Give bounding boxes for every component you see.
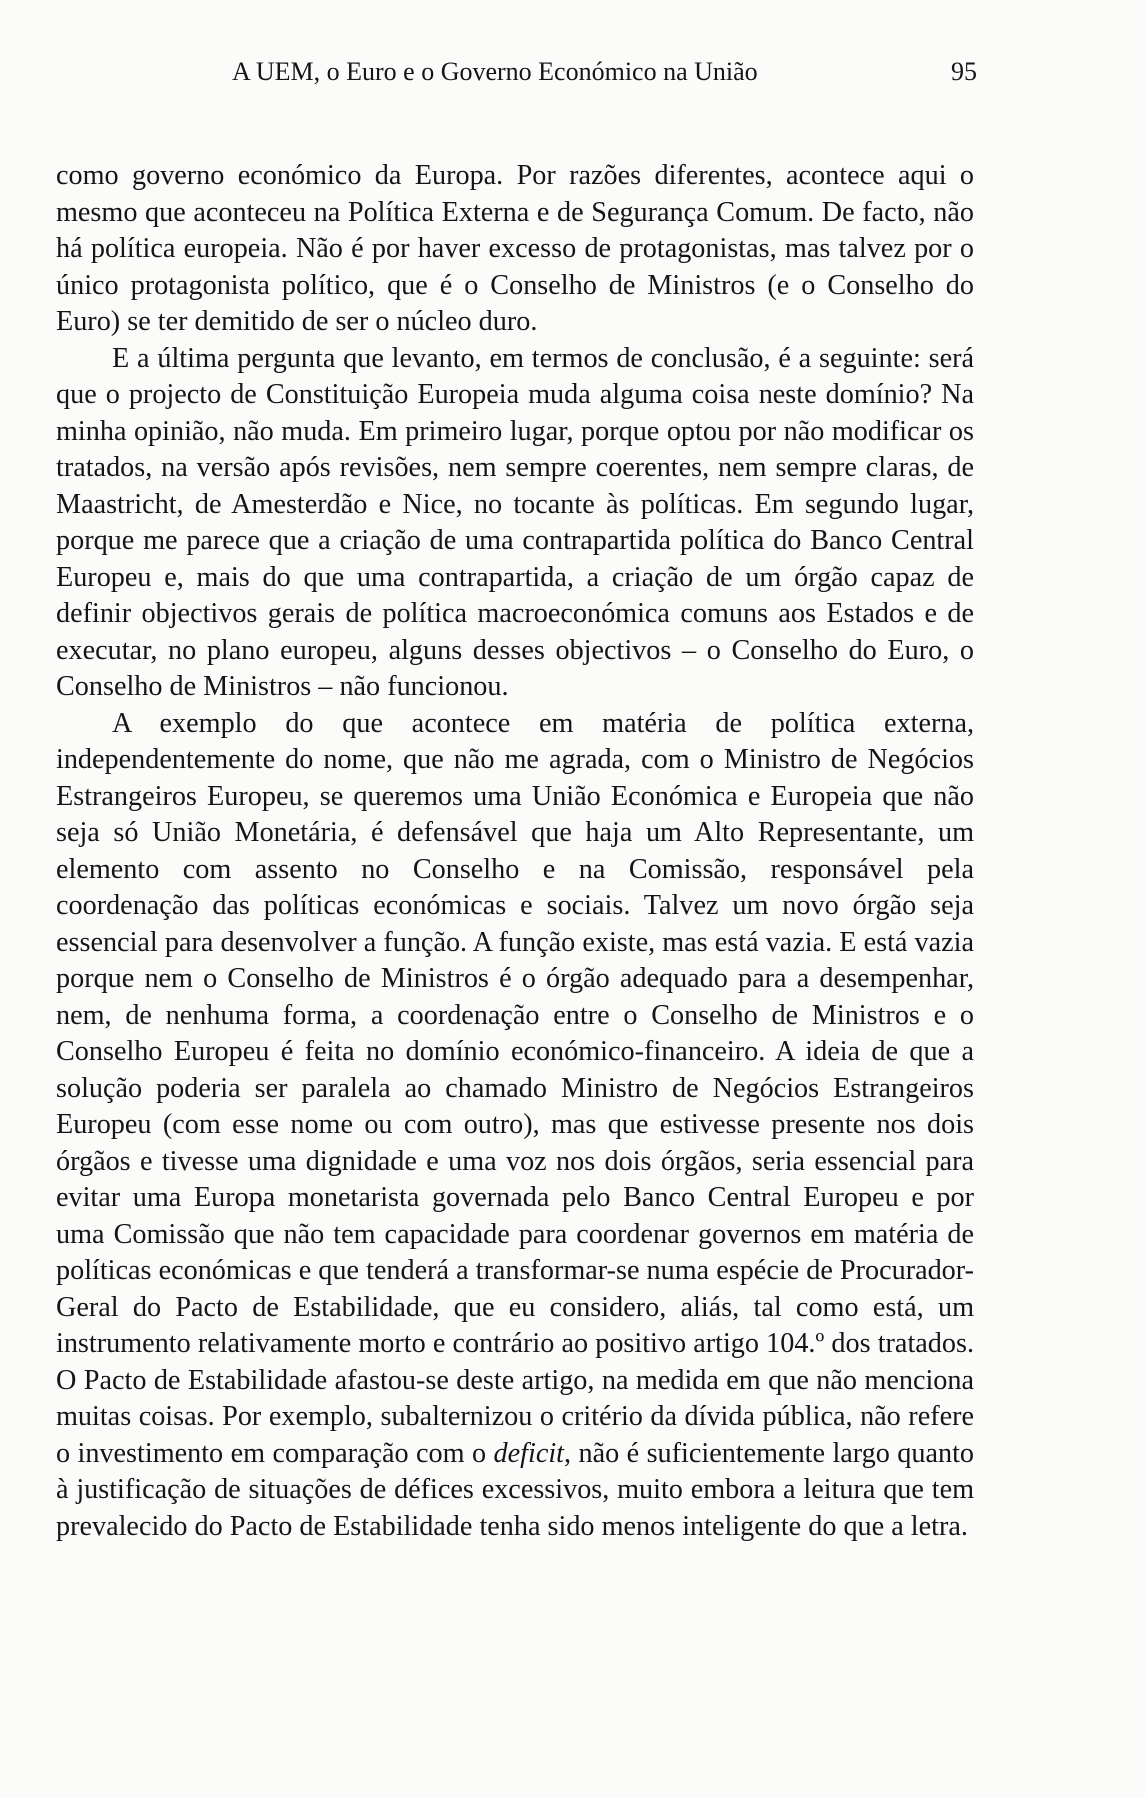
- paragraph-1: como governo económico da Europa. Por razões diferentes, acontece aqui o mesmo que aconteceu na Política Externa e de Segurança Comum. De facto, não há política europeia. Não é por haver excesso de protagonistas, mas talvez por o único protagonista político, que é o Conselho de Ministros (e o Conselho do Euro) se ter demitido de ser o núcleo duro.: [56, 160, 974, 337]
- paragraph-3: [56, 706, 974, 1546]
- page-number: 95: [951, 57, 977, 86]
- paragraph-2: E a última pergunta que levanto, em termos de conclusão, é a seguinte: será que o projecto de Constituição Europeia muda alguma coisa neste domínio? Na minha opinião, não muda. Em primeiro lugar, porque optou por não modificar os tratados, na versão após revisões, nem sempre coerentes, nem sempre claras, de Maastricht, de Amesterdão e Nice, no tocante às políticas. Em segundo lugar, porque me parece que a criação de uma contrapartida política do Banco Central Europeu e, mais do que uma contrapartida, a criação de um órgão capaz de definir objectivos gerais de política macroeconómica comuns aos Estados e de executar, no plano europeu, alguns desses objectivos – o Conselho do Euro, o Conselho de Ministros – não funcionou.: [56, 342, 974, 702]
- paragraph-3-text-end: , não é suficientemente largo quanto à justificação de situações de défices excessivos, muito embora a leitura que tem prevalecido do Pacto de Estabilidade tenha sido menos inteligente do que a letra.: [56, 1437, 975, 1542]
- paragraph-3-text-start: A exemplo do que acontece em matéria de política externa, independentemente do nome, que não me agrada, com o Ministro de Negócios Estrangeiros Europeu, se queremos uma União Económica e Europeia que não seja só União Monetária, é defensável que haja um Alto Representante, um elemento com assento no Conselho e na Comissão, responsável pela coordenação das políticas económicas e sociais. Talvez um novo órgão seja essencial para desenvolver a função. A função existe, mas está vazia. E está vazia porque nem o Conselho de Ministros é o órgão adequado para a desempenhar, nem, de nenhuma forma, a coordenação entre o Conselho de Ministros e o Conselho Europeu é feita no domínio económico-financeiro. A ideia de que a solução poderia ser paralela ao chamado Ministro de Negócios Estrangeiros Europeu (com esse nome ou com outro), mas que estivesse presente nos dois órgãos e tivesse uma dignidade e uma voz nos dois órgãos, seria essencial para evitar uma Europa monetarista governada pelo Banco Central Europeu e por uma Comissão que não tem capacidade para coordenar governos em matéria de políticas económicas e que tenderá a transformar-se numa espécie de Procurador-Geral do Pacto de Estabilidade, que eu considero, aliás, tal como está, um instrumento relativamente morto e contrário ao positivo artigo 104.º dos tratados. O Pacto de Estabilidade afastou-se deste artigo, na medida em que não menciona muitas coisas. Por exemplo, subalternizou o critério da dívida pública, não refere o investimento em comparação com o: [56, 707, 974, 1469]
- body-text: [56, 158, 974, 1545]
- running-title: A UEM, o Euro e o Governo Económico na União: [232, 57, 758, 86]
- running-header: [232, 52, 977, 92]
- italic-term-deficit: deficit: [493, 1437, 564, 1469]
